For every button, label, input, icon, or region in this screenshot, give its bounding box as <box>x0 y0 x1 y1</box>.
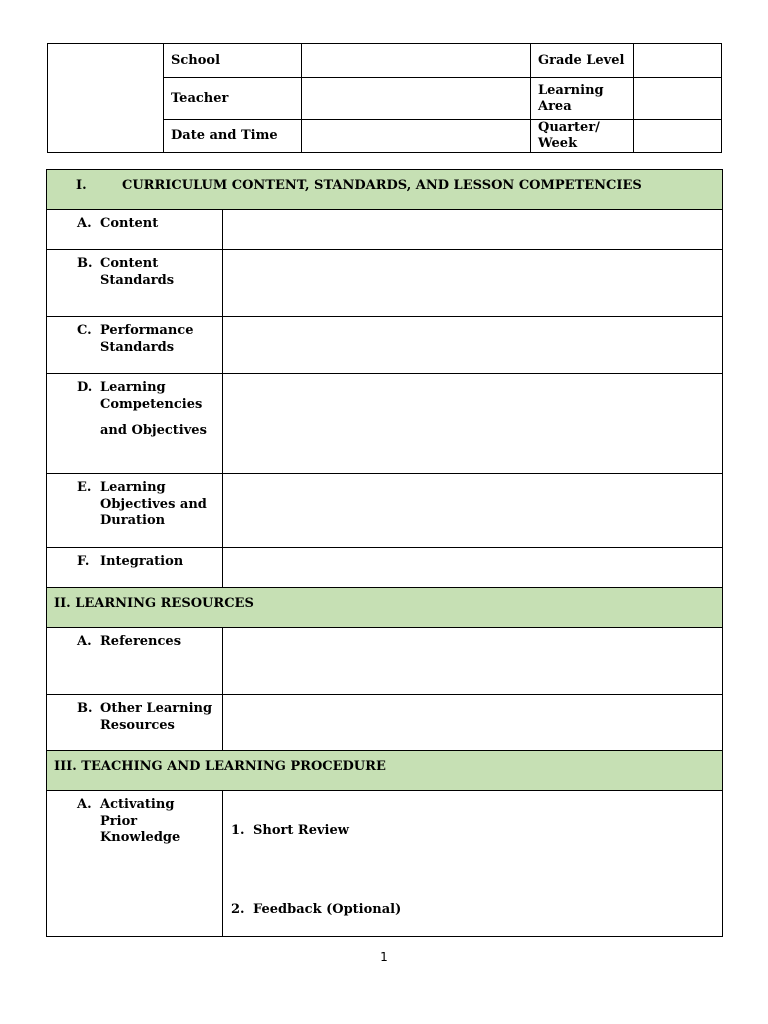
content-field[interactable] <box>223 210 723 250</box>
table-row <box>47 695 723 751</box>
subitem-number: 1. <box>231 823 245 838</box>
section-1-numeral: I. <box>76 178 87 193</box>
table-row <box>47 474 723 548</box>
table-row <box>47 548 723 588</box>
item-letter: F. <box>77 554 90 569</box>
item-letter: A. <box>77 216 92 231</box>
activating-prior-knowledge-field[interactable] <box>223 791 723 937</box>
performance-standards-field[interactable] <box>223 317 723 374</box>
item-letter: D. <box>77 380 93 395</box>
page-number: 1 <box>380 950 388 964</box>
lesson-plan-table <box>46 169 723 937</box>
school-label: School <box>164 44 302 78</box>
references-field[interactable] <box>223 628 723 695</box>
item-letter: C. <box>77 323 92 338</box>
section-1-header <box>47 170 723 210</box>
table-row <box>47 250 723 317</box>
learning-objectives-field[interactable] <box>223 474 723 548</box>
logo-cell <box>48 44 164 153</box>
section-2-title: II. LEARNING RESOURCES <box>54 596 254 611</box>
activating-prior-knowledge-label: Activating Prior Knowledge <box>100 797 181 845</box>
section-3-title: III. TEACHING AND LEARNING PROCEDURE <box>54 759 386 774</box>
list-item <box>231 823 349 838</box>
quarter-week-field[interactable] <box>634 120 722 153</box>
grade-level-label: Grade Level <box>531 44 634 78</box>
teacher-label: Teacher <box>164 78 302 120</box>
table-row <box>47 374 723 474</box>
table-row <box>47 317 723 374</box>
date-time-field[interactable] <box>302 120 531 153</box>
item-letter: B. <box>77 701 93 716</box>
integration-label: Integration <box>100 554 184 569</box>
learning-competencies-field[interactable] <box>223 374 723 474</box>
other-resources-label: Other Learning Resources <box>100 701 213 733</box>
learning-area-label: Learning Area <box>531 78 634 120</box>
learning-objectives-label: Learning Objectives and Duration <box>100 480 207 528</box>
integration-field[interactable] <box>223 548 723 588</box>
learning-area-field[interactable] <box>634 78 722 120</box>
table-row <box>47 628 723 695</box>
date-time-label: Date and Time <box>164 120 302 153</box>
section-1-title: CURRICULUM CONTENT, STANDARDS, AND LESSON COMPETENCIES <box>122 178 642 193</box>
item-letter: A. <box>77 797 92 812</box>
table-row <box>47 210 723 250</box>
content-label: Content <box>100 216 159 231</box>
table-row <box>47 791 723 937</box>
learning-competencies-label-2: and Objectives <box>100 423 207 438</box>
school-field[interactable] <box>302 44 531 78</box>
list-item <box>231 902 401 917</box>
section-2-header <box>47 588 723 628</box>
section-3-header <box>47 751 723 791</box>
teacher-field[interactable] <box>302 78 531 120</box>
content-standards-label: Content Standards <box>100 256 175 288</box>
performance-standards-label: Performance Standards <box>100 323 194 355</box>
content-standards-field[interactable] <box>223 250 723 317</box>
grade-level-field[interactable] <box>634 44 722 78</box>
item-letter: E. <box>77 480 92 495</box>
header-info-table <box>47 43 722 153</box>
quarter-week-label: Quarter/ Week <box>531 120 634 153</box>
item-letter: A. <box>77 634 92 649</box>
short-review-label: Short Review <box>253 823 349 838</box>
other-resources-field[interactable] <box>223 695 723 751</box>
references-label: References <box>100 634 182 649</box>
learning-competencies-label: Learning Competencies <box>100 380 203 412</box>
feedback-label: Feedback (Optional) <box>253 902 402 917</box>
subitem-number: 2. <box>231 902 245 917</box>
item-letter: B. <box>77 256 93 271</box>
